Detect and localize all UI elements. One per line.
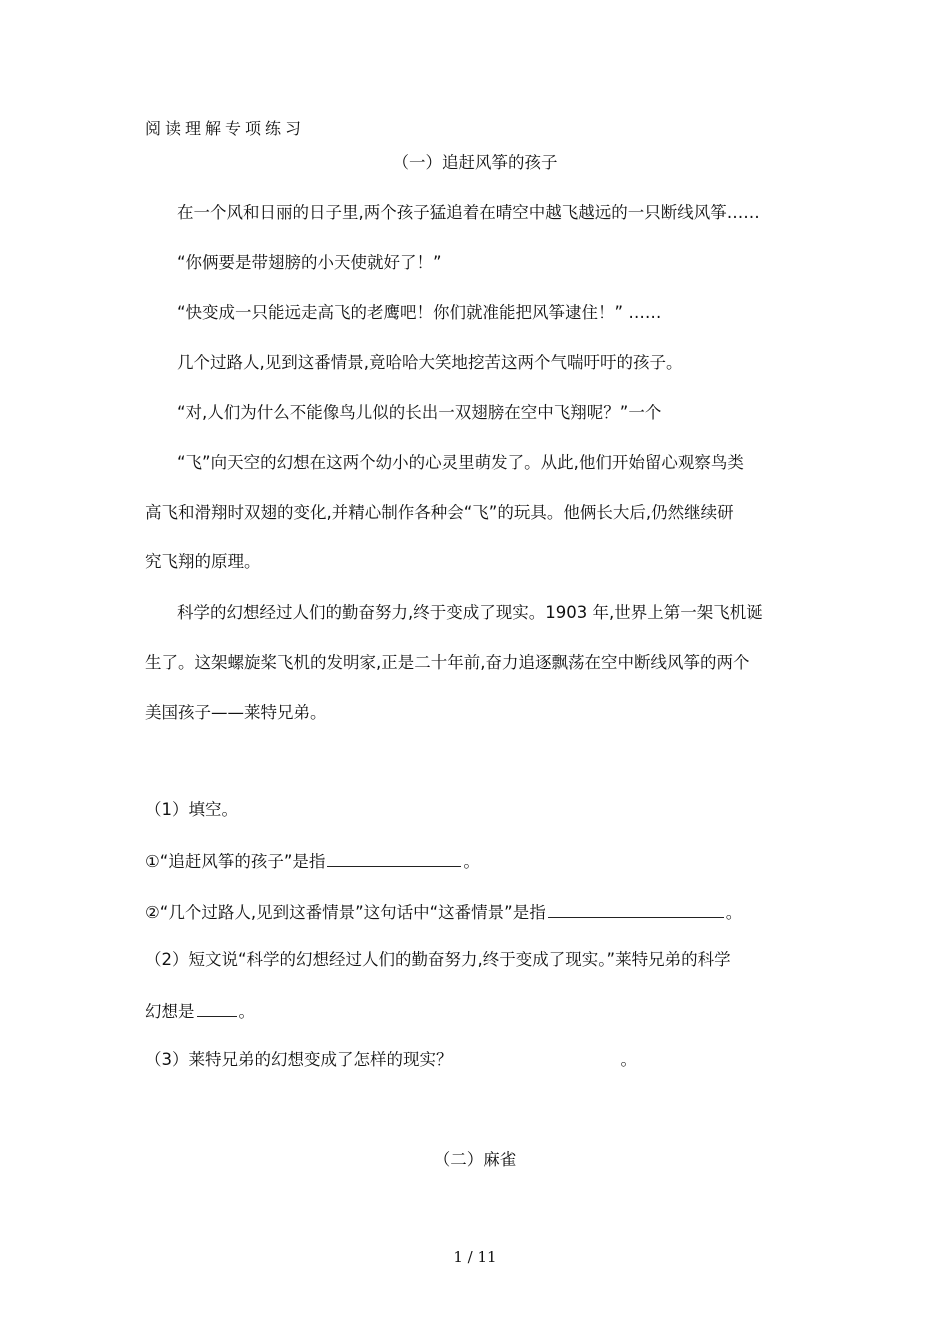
- question-1b-end: 。: [725, 903, 743, 922]
- section-1-title: （一）追赶风筝的孩子: [392, 153, 558, 172]
- paragraph-6-line-1: “飞”向天空的幻想在这两个幼小的心灵里萌发了。从此,他们开始留心观察鸟类: [177, 453, 744, 472]
- question-2-line-2: [145, 998, 815, 1024]
- question-2-text: 幻想是: [145, 1002, 195, 1021]
- paragraph-5: “对,人们为什么不能像鸟儿似的长出一双翅膀在空中飞翔呢？”一个: [177, 403, 662, 422]
- question-1a-text: ①“追赶风筝的孩子”是指: [145, 852, 326, 871]
- question-1-title: （1）填空。: [145, 800, 238, 819]
- section-2-title: （二）麻雀: [433, 1150, 517, 1169]
- paragraph-2: “你俩要是带翅膀的小天使就好了！”: [177, 253, 442, 272]
- question-3: [145, 1048, 815, 1072]
- paragraph-1: 在一个风和日丽的日子里,两个孩子猛追着在晴空中越飞越远的一只断线风筝……: [177, 203, 760, 222]
- question-2-line-1: （2）短文说“科学的幻想经过人们的勤奋努力,终于变成了现实。”莱特兄弟的科学: [145, 950, 731, 969]
- answer-blank-1b[interactable]: [548, 899, 724, 918]
- paragraph-6-line-3: 究飞翔的原理。: [145, 552, 261, 571]
- question-1a-end: 。: [463, 852, 480, 871]
- paragraph-7-line-3: 美国孩子——莱特兄弟。: [145, 703, 327, 722]
- question-1b-text: ②“几个过路人,见到这番情景”这句话中“这番情景”是指: [145, 903, 546, 922]
- answer-blank-2[interactable]: [197, 998, 237, 1017]
- question-1a: [145, 848, 815, 874]
- paragraph-4: 几个过路人,见到这番情景,竟哈哈大笑地挖苦这两个气喘吁吁的孩子。: [177, 353, 683, 372]
- answer-blank-1a[interactable]: [327, 848, 461, 867]
- question-3-end: 。: [620, 1050, 637, 1069]
- paragraph-7-line-1: 科学的幻想经过人们的勤奋努力,终于变成了现实。1903 年,世界上第一架飞机诞: [177, 603, 763, 622]
- paragraph-7-line-2: 生了。这架螺旋桨飞机的发明家,正是二十年前,奋力追逐飘荡在空中断线风筝的两个: [145, 653, 750, 672]
- question-1b: [145, 899, 815, 925]
- page-header-title: 阅读理解专项练习: [145, 119, 306, 138]
- question-3-text: （3）莱特兄弟的幻想变成了怎样的现实？: [145, 1050, 453, 1069]
- question-2-end: 。: [238, 1002, 255, 1021]
- page-number: 1 / 11: [453, 1248, 497, 1266]
- paragraph-3: “快变成一只能远走高飞的老鹰吧！你们就准能把风筝逮住！” ……: [177, 303, 662, 322]
- paragraph-6-line-2: 高飞和滑翔时双翅的变化,并精心制作各种会“飞”的玩具。他俩长大后,仍然继续研: [145, 503, 734, 522]
